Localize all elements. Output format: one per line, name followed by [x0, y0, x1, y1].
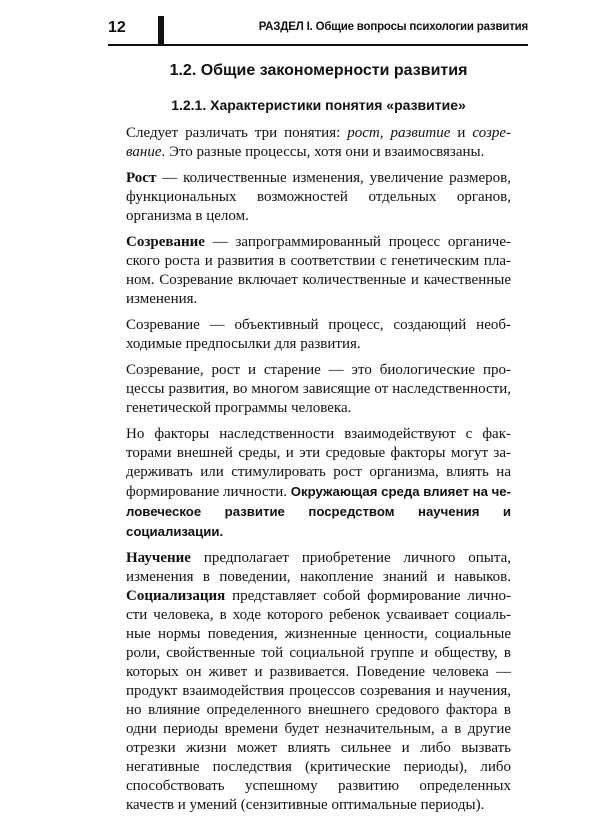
p1-text-b: . Это разные процессы, хотя они и взаимосвязаны. [161, 144, 485, 160]
p1-sep-2: и [450, 125, 473, 141]
p7-text-1: предполагает приобретение личного опыта, изменения в поведении, накопление знаний и навыков. [126, 550, 511, 585]
paragraph-2 [126, 169, 511, 226]
p2-text: — количественные изменения, увеличение размеров, функциональных возможностей отдельных органов, организма в целом. [126, 170, 511, 224]
term-learning: Научение [126, 550, 191, 566]
paragraph-7 [126, 549, 511, 815]
paragraph-3 [126, 233, 511, 309]
section-title: 1.2. Общие закономерности развития [169, 62, 468, 79]
term-growth-italic: рост [347, 125, 380, 141]
paragraph-4: Созревание — объективный процесс, создающий необходимые предпосылки для развития. [126, 317, 511, 352]
page-number: 12 [108, 19, 126, 36]
p1-text-a: Следует различать три понятия: [126, 125, 348, 141]
term-growth: Рост [126, 170, 157, 186]
term-socialization: Социализация [126, 588, 226, 604]
header-rule [108, 44, 528, 46]
page-header [108, 16, 528, 46]
p1-sep-1: , [379, 125, 391, 141]
subsection-title: 1.2.1. Характеристики понятия «развитие» [171, 97, 466, 113]
p7-text-2: представляет собой формирование личности человека, в ходе которого ребенок усваивает социальные нормы поведения, жизненные ценности, социальные роли, свойственные той социальной группе и обществу, в которых он живет и развивается. Поведение человека — продукт взаимодействия процессов созревания и научения, но влияние определенного внешнего средового фактора в одни периоды времени будет незначительным, а в другие отрезки жизни может влиять сильнее и либо вызвать негативные последствия (критические периоды), либо способствовать успешному развитию определенных качеств и умений (сензитивные оптимальные периоды). [126, 588, 511, 813]
p6-text: Но факторы наследственности взаимодействуют с факторами внешней среды, и эти средовые факторы могут задерживать или стимулировать рост организма, влиять на формирование личности. [126, 426, 511, 500]
paragraph-1 [126, 124, 511, 162]
page-marker-bar [158, 16, 164, 44]
running-head: РАЗДЕЛ I. Общие вопросы психологии развития [258, 21, 528, 33]
term-development-italic: развитие [390, 125, 451, 141]
term-maturation: Созревание [126, 234, 205, 250]
page-content [126, 58, 511, 822]
p6-bold-statement: Окружающая среда влияет на человеческое развитие посредством научения и социализации. [126, 484, 512, 539]
paragraph-6 [126, 425, 511, 542]
term-maturation-italic: созревание [126, 125, 512, 160]
p3-text: — запрограммированный процесс органического роста и развития в соответствии с генетическим планом. Созревание включает количественные и качественные изменения. [126, 234, 511, 307]
paragraph-5: Созревание, рост и старение — это биологические процессы развития, во многом зависящие от наследственности, генетической программы человека. [126, 362, 511, 416]
